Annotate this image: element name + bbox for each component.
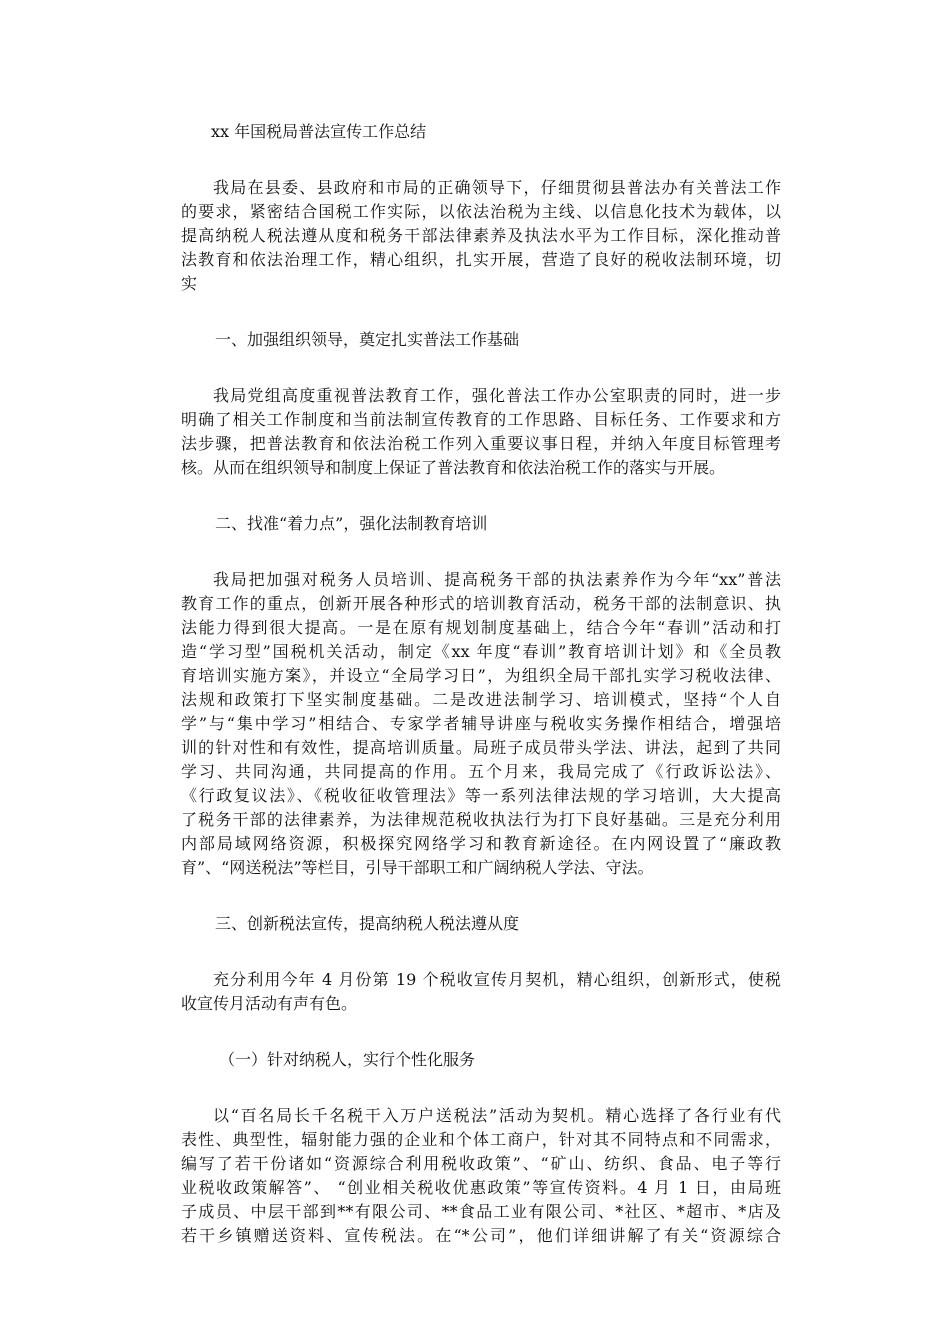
paragraph-line: 育培训实施方案》，并设立“全局学习日”，为组织全局干部扎实学习税收法律、 xyxy=(181,666,781,685)
paragraph-line: 学”与“集中学习”相结合、专家学者辅导讲座与税收实务操作相结合，增强培 xyxy=(181,714,781,733)
paragraph-line: 法能力得到很大提高。一是在原有规划制度基础上，结合今年“春训”活动和打 xyxy=(181,618,781,637)
paragraph-line: 明确了相关工作制度和当前法制宣传教育的工作思路、目标任务、工作要求和方 xyxy=(181,410,781,429)
paragraph-line: 法教育和依法治理工作，精心组织，扎实开展，营造了良好的税收法制环境，切 xyxy=(181,250,781,269)
paragraph-line: 表性、典型性，辐射能力强的企业和个体工商户，针对其不同特点和不同需求， xyxy=(181,1130,781,1149)
paragraph-line: 收宣传月活动有声有色。 xyxy=(181,994,358,1013)
paragraph-line: 子成员、中层干部到**有限公司、**食品工业有限公司、*社区、*超市、*店及 xyxy=(181,1202,781,1221)
paragraph-line: 实 xyxy=(181,274,198,293)
document-title: xx 年国税局普法宣传工作总结 xyxy=(211,122,427,141)
paragraph-line: 充分利用今年 4 月份第 19 个税收宣传月契机，精心组织，创新形式，使税 xyxy=(213,970,781,989)
paragraph-line: 法步骤，把普法教育和依法治税工作列入重要议事日程，并纳入年度目标管理考 xyxy=(181,434,781,453)
paragraph-line: 训的针对性和有效性，提高培训质量。局班子成员带头学法、讲法，起到了共同 xyxy=(181,738,781,757)
paragraph-line: 学习、共同沟通，共同提高的作用。五个月来，我局完成了《行政诉讼法》、 xyxy=(181,762,781,781)
section-1-heading: 一、加强组织领导，奠定扎实普法工作基础 xyxy=(215,330,520,349)
section-2-heading: 二、找准“着力点”，强化法制教育培训 xyxy=(215,514,488,533)
paragraph-line: 造“学习型”国税机关活动，制定《xx 年度“春训”教育培训计划》和《全员教 xyxy=(181,642,781,661)
paragraph-line: 内部局域网络资源，积极探究网络学习和教育新途径。在内网设置了“廉政教 xyxy=(181,834,781,853)
section-3-paragraph xyxy=(181,968,781,1016)
subsection-1-paragraph xyxy=(181,1104,781,1248)
paragraph-line: 法规和政策打下坚实制度基础。二是改进法制学习、培训模式，坚持“个人自 xyxy=(181,690,781,709)
paragraph-line: 的要求，紧密结合国税工作实际，以依法治税为主线、以信息化技术为载体，以 xyxy=(181,202,781,221)
paragraph-line: 以“百名局长千名税干入万户送税法”活动为契机。精心选择了各行业有代 xyxy=(213,1106,781,1125)
section-3-heading: 三、创新税法宣传，提高纳税人税法遵从度 xyxy=(215,914,520,933)
paragraph-line: 《行政复议法》、《税收征收管理法》等一系列法律法规的学习培训，大大提高 xyxy=(181,786,781,805)
paragraph-line: 业税收政策解答”、 “创业相关税收优惠政策”等宣传资料。4 月 1 日，由局班 xyxy=(181,1178,781,1197)
paragraph-line: 了税务干部的法律素养，为法律规范税收执法行为打下良好基础。三是充分利用 xyxy=(181,810,781,829)
paragraph-line: 核。从而在组织领导和制度上保证了普法教育和依法治税工作的落实与开展。 xyxy=(181,458,726,477)
paragraph-line: 教育工作的重点，创新开展各种形式的培训教育活动，税务干部的法制意识、执 xyxy=(181,594,781,613)
paragraph-line: 育”、“网送税法”等栏目，引导干部职工和广阔纳税人学法、守法。 xyxy=(181,858,654,877)
paragraph-line: 编写了若干份诸如“资源综合利用税收政策”、“矿山、纺织、食品、电子等行 xyxy=(181,1154,781,1173)
paragraph-line: 提高纳税人税法遵从度和税务干部法律素养及执法水平为工作目标，深化推动普 xyxy=(181,226,781,245)
paragraph-line: 我局把加强对税务人员培训、提高税务干部的执法素养作为今年“xx”普法 xyxy=(213,570,781,589)
intro-paragraph xyxy=(181,176,781,296)
subsection-1-heading: （一）针对纳税人，实行个性化服务 xyxy=(219,1050,476,1069)
document-content xyxy=(181,120,781,1248)
section-2-paragraph xyxy=(181,568,781,880)
paragraph-line: 我局在县委、县政府和市局的正确领导下，仔细贯彻县普法办有关普法工作 xyxy=(213,178,781,197)
paragraph-line: 若干乡镇赠送资料、宣传税法。在“*公司”，他们详细讲解了有关“资源综合 xyxy=(181,1226,781,1245)
section-1-paragraph xyxy=(181,384,781,480)
paragraph-line: 我局党组高度重视普法教育工作，强化普法工作办公室职责的同时，进一步 xyxy=(213,386,781,405)
